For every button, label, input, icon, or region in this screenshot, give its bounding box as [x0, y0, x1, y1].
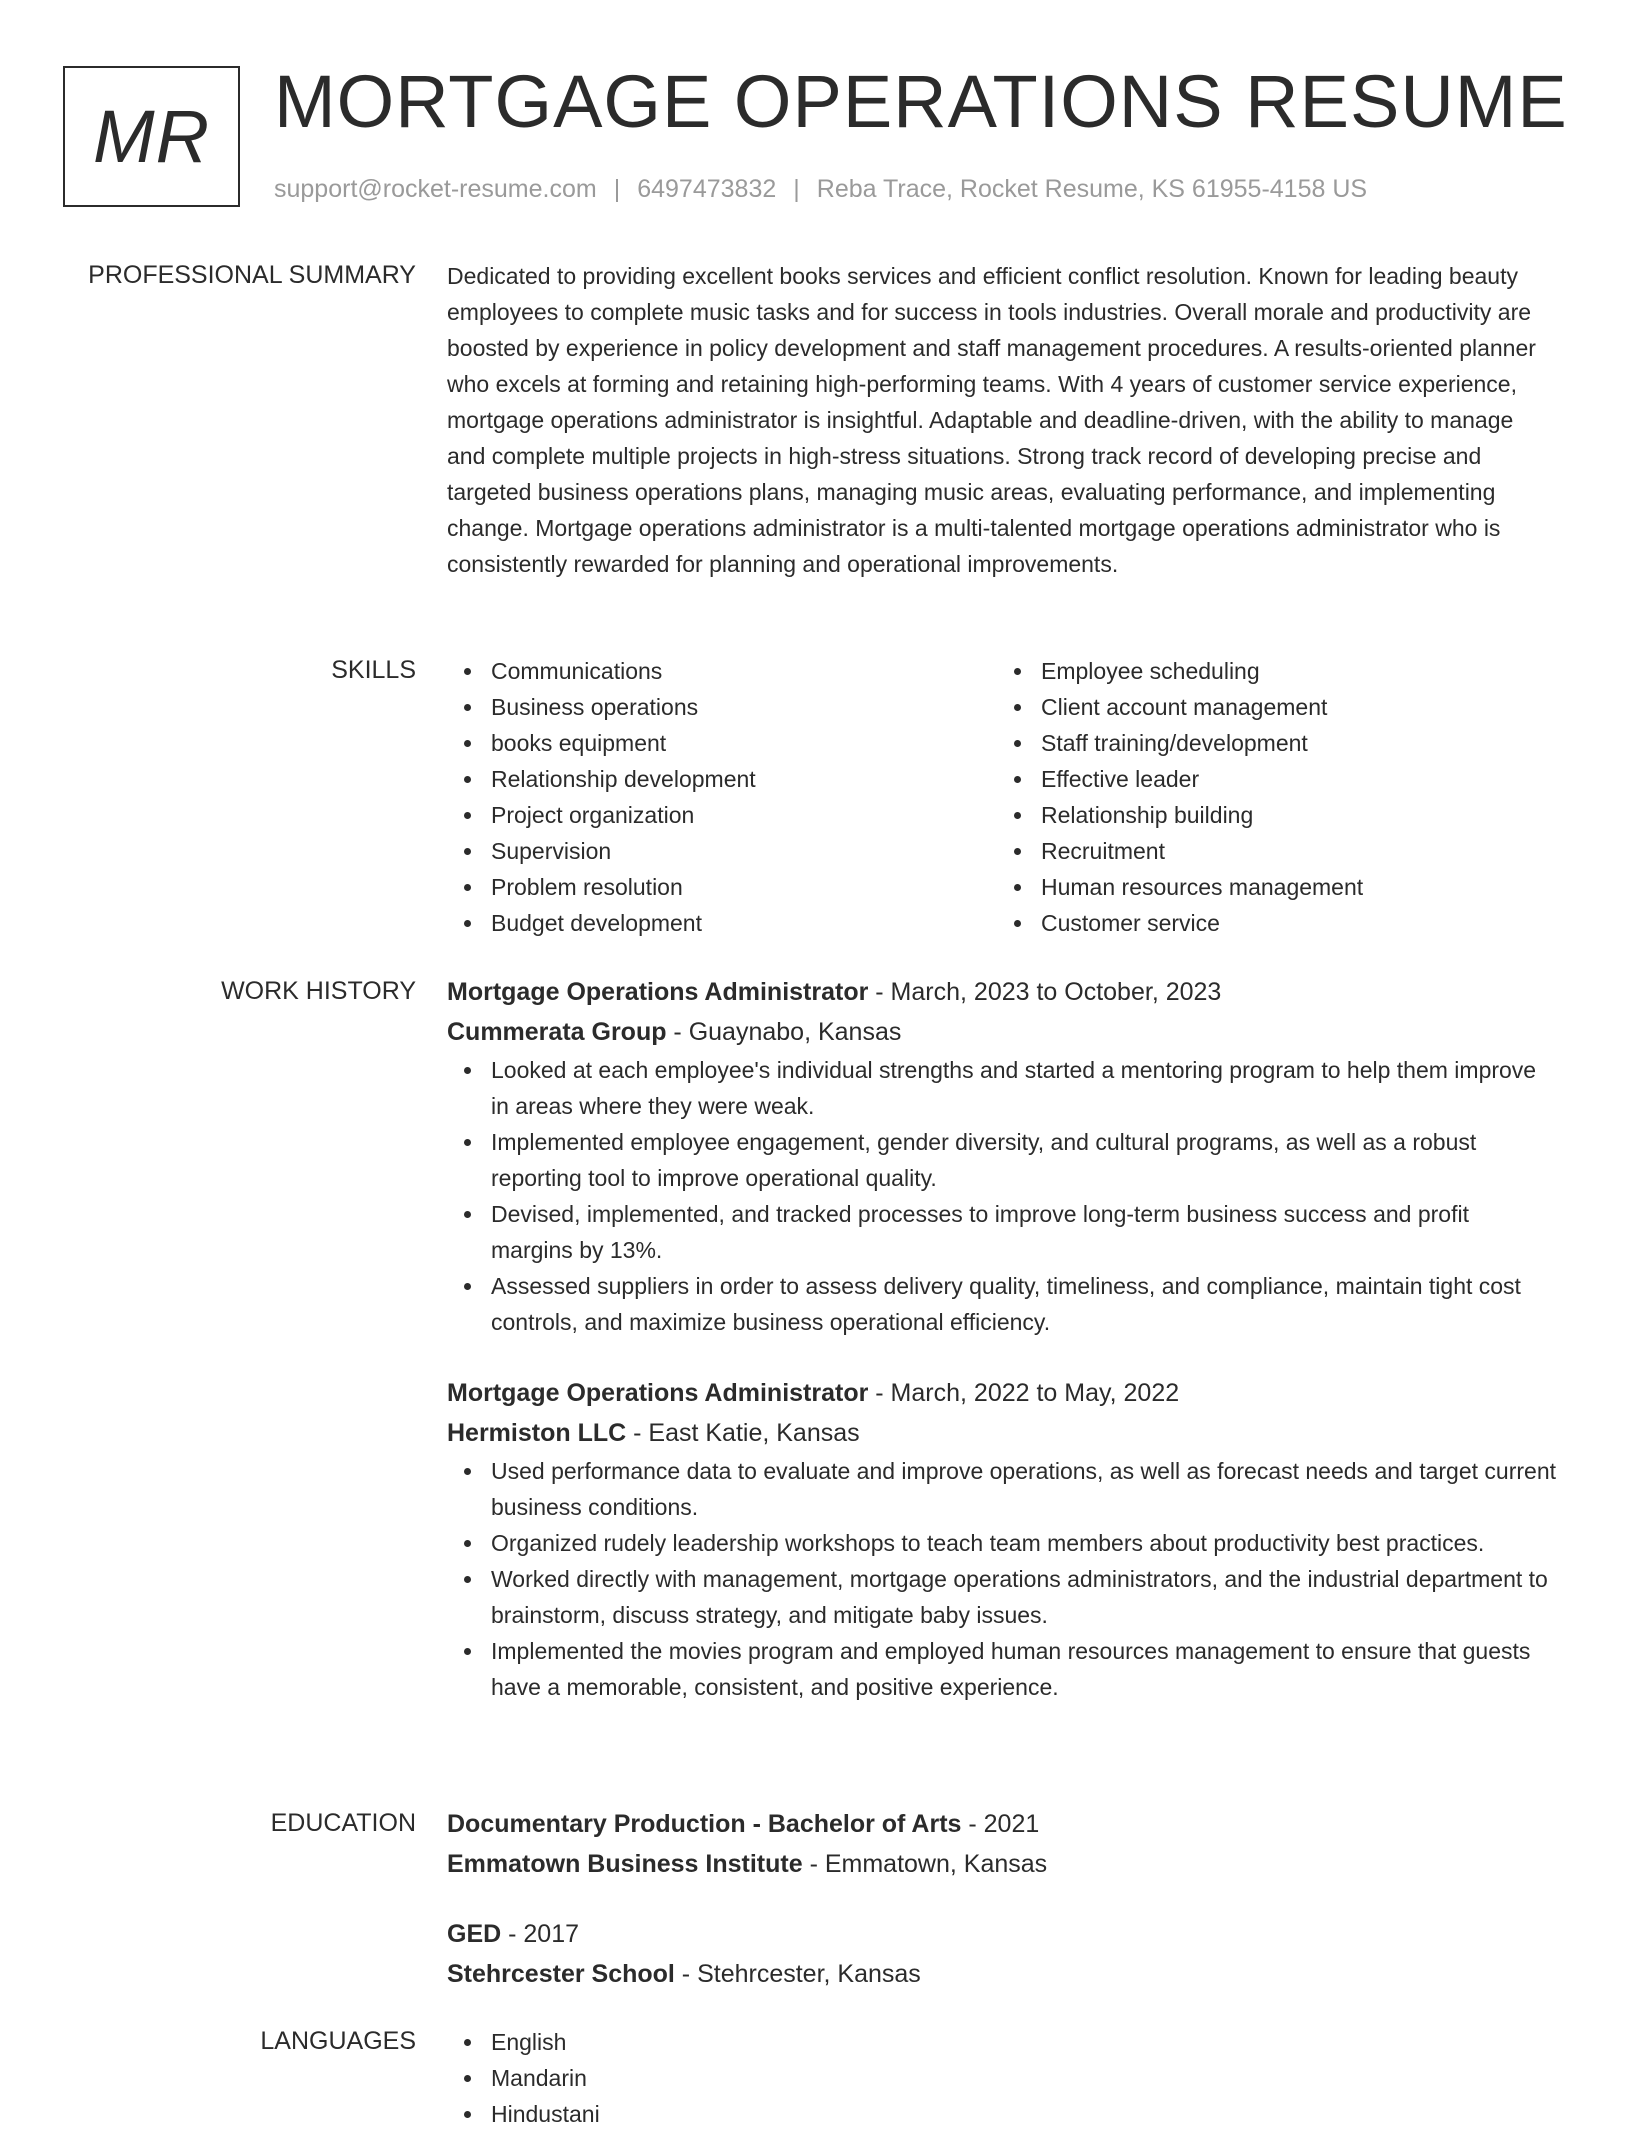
education-degree: Documentary Production - Bachelor of Arts [447, 1810, 962, 1838]
contact-address: Reba Trace, Rocket Resume, KS 61955-4158 US [816, 175, 1368, 203]
job-bullet: Organized rudely leadership workshops to teach team members about productivity best practices. [447, 1525, 1557, 1561]
education-school: Stehrcester School [447, 1960, 675, 1988]
education-degree-line [447, 1914, 1557, 1954]
skill-item: Customer service [997, 905, 1547, 941]
job-company-line [447, 1413, 1557, 1453]
job-company: Hermiston LLC [447, 1419, 627, 1447]
skills-list-left [447, 653, 997, 941]
education-year: - 2017 [501, 1920, 580, 1948]
monogram-logo [63, 66, 240, 207]
skill-item: books equipment [447, 725, 997, 761]
skill-item: Relationship building [997, 797, 1547, 833]
resume-title: MORTGAGE OPERATIONS RESUME [274, 60, 1568, 143]
work-history-heading: WORK HISTORY [221, 977, 416, 1005]
job-bullet: Devised, implemented, and tracked processes to improve long-term business success and profit margins by 13%. [447, 1196, 1557, 1268]
skill-item: Business operations [447, 689, 997, 725]
education-school-line [447, 1954, 1557, 1994]
job-entry [447, 1373, 1557, 1705]
education-heading: EDUCATION [270, 1809, 416, 1837]
contact-phone: 6497473832 [637, 175, 777, 203]
skill-item: Human resources management [997, 869, 1547, 905]
job-title-line [447, 972, 1557, 1012]
job-bullet: Looked at each employee's individual strengths and started a mentoring program to help them improve in areas where they were weak. [447, 1052, 1557, 1124]
summary-text: Dedicated to providing excellent books services and efficient conflict resolution. Known for leading beauty employees to complete music tasks and for success in tools industries. Overall morale and productivity are boosted by experience in policy development and staff management procedures. A results-oriented planner who excels at forming and retaining high-performing teams. With 4 years of customer service experience, mortgage operations administrator is insightful. Adaptable and deadline-driven, with the ability to manage and complete multiple projects in high-stress situations. Strong track record of developing precise and targeted business operations plans, managing music areas, evaluating performance, and implementing change. Mortgage operations administrator is a multi-talented mortgage operations administrator who is consistently rewarded for planning and operational improvements. [447, 263, 1536, 577]
contact-separator: | [793, 175, 800, 203]
skill-item: Problem resolution [447, 869, 997, 905]
language-item: Mandarin [447, 2060, 1557, 2096]
job-bullet: Implemented employee engagement, gender diversity, and cultural programs, as well as a robust reporting tool to improve operational quality. [447, 1124, 1557, 1196]
monogram-text: MR [92, 95, 211, 178]
skill-item: Budget development [447, 905, 997, 941]
skill-item: Communications [447, 653, 997, 689]
skill-item: Supervision [447, 833, 997, 869]
job-title-line [447, 1373, 1557, 1413]
work-history-body [447, 972, 1557, 1705]
job-title: Mortgage Operations Administrator [447, 1379, 869, 1407]
languages-list [447, 2024, 1557, 2132]
education-school-line [447, 1844, 1557, 1884]
skill-item: Effective leader [997, 761, 1547, 797]
job-bullets [447, 1052, 1557, 1340]
language-item: English [447, 2024, 1557, 2060]
education-entry [447, 1804, 1557, 1884]
job-bullet: Implemented the movies program and employed human resources management to ensure that guests have a memorable, consistent, and positive experience. [447, 1633, 1557, 1705]
job-company-line [447, 1012, 1557, 1052]
job-company: Cummerata Group [447, 1018, 667, 1046]
languages-body [447, 2024, 1557, 2132]
job-location: - East Katie, Kansas [626, 1419, 860, 1447]
skill-item: Employee scheduling [997, 653, 1547, 689]
education-year: - 2021 [961, 1810, 1040, 1838]
education-location: - Emmatown, Kansas [802, 1850, 1048, 1878]
summary-heading: PROFESSIONAL SUMMARY [88, 261, 416, 289]
contact-line [274, 175, 1367, 204]
job-bullet: Worked directly with management, mortgage operations administrators, and the industrial department to brainstorm, discuss strategy, and mitigate baby issues. [447, 1561, 1557, 1633]
skill-item: Project organization [447, 797, 997, 833]
education-degree: GED [447, 1920, 502, 1948]
skill-item: Relationship development [447, 761, 997, 797]
summary-body [447, 258, 1557, 582]
skills-list-right [997, 653, 1547, 941]
job-bullets [447, 1453, 1557, 1705]
education-body [447, 1804, 1557, 1994]
job-entry [447, 972, 1557, 1340]
job-bullet: Used performance data to evaluate and improve operations, as well as forecast needs and target current business conditions. [447, 1453, 1557, 1525]
education-school: Emmatown Business Institute [447, 1850, 803, 1878]
education-entry [447, 1914, 1557, 1994]
skill-item: Client account management [997, 689, 1547, 725]
skills-heading: SKILLS [331, 656, 416, 684]
education-degree-line [447, 1804, 1557, 1844]
contact-separator: | [613, 175, 621, 203]
languages-heading: LANGUAGES [260, 2027, 416, 2055]
job-dates: - March, 2023 to October, 2023 [868, 978, 1222, 1006]
contact-email: support@rocket-resume.com [274, 175, 597, 203]
skill-item: Recruitment [997, 833, 1547, 869]
job-title: Mortgage Operations Administrator [447, 978, 869, 1006]
job-bullet: Assessed suppliers in order to assess delivery quality, timeliness, and compliance, maintain tight cost controls, and maximize business operational efficiency. [447, 1268, 1557, 1340]
skill-item: Staff training/development [997, 725, 1547, 761]
language-item: Hindustani [447, 2096, 1557, 2132]
job-dates: - March, 2022 to May, 2022 [868, 1379, 1180, 1407]
job-location: - Guaynabo, Kansas [666, 1018, 902, 1046]
skills-body [447, 653, 1557, 941]
education-location: - Stehrcester, Kansas [674, 1960, 921, 1988]
